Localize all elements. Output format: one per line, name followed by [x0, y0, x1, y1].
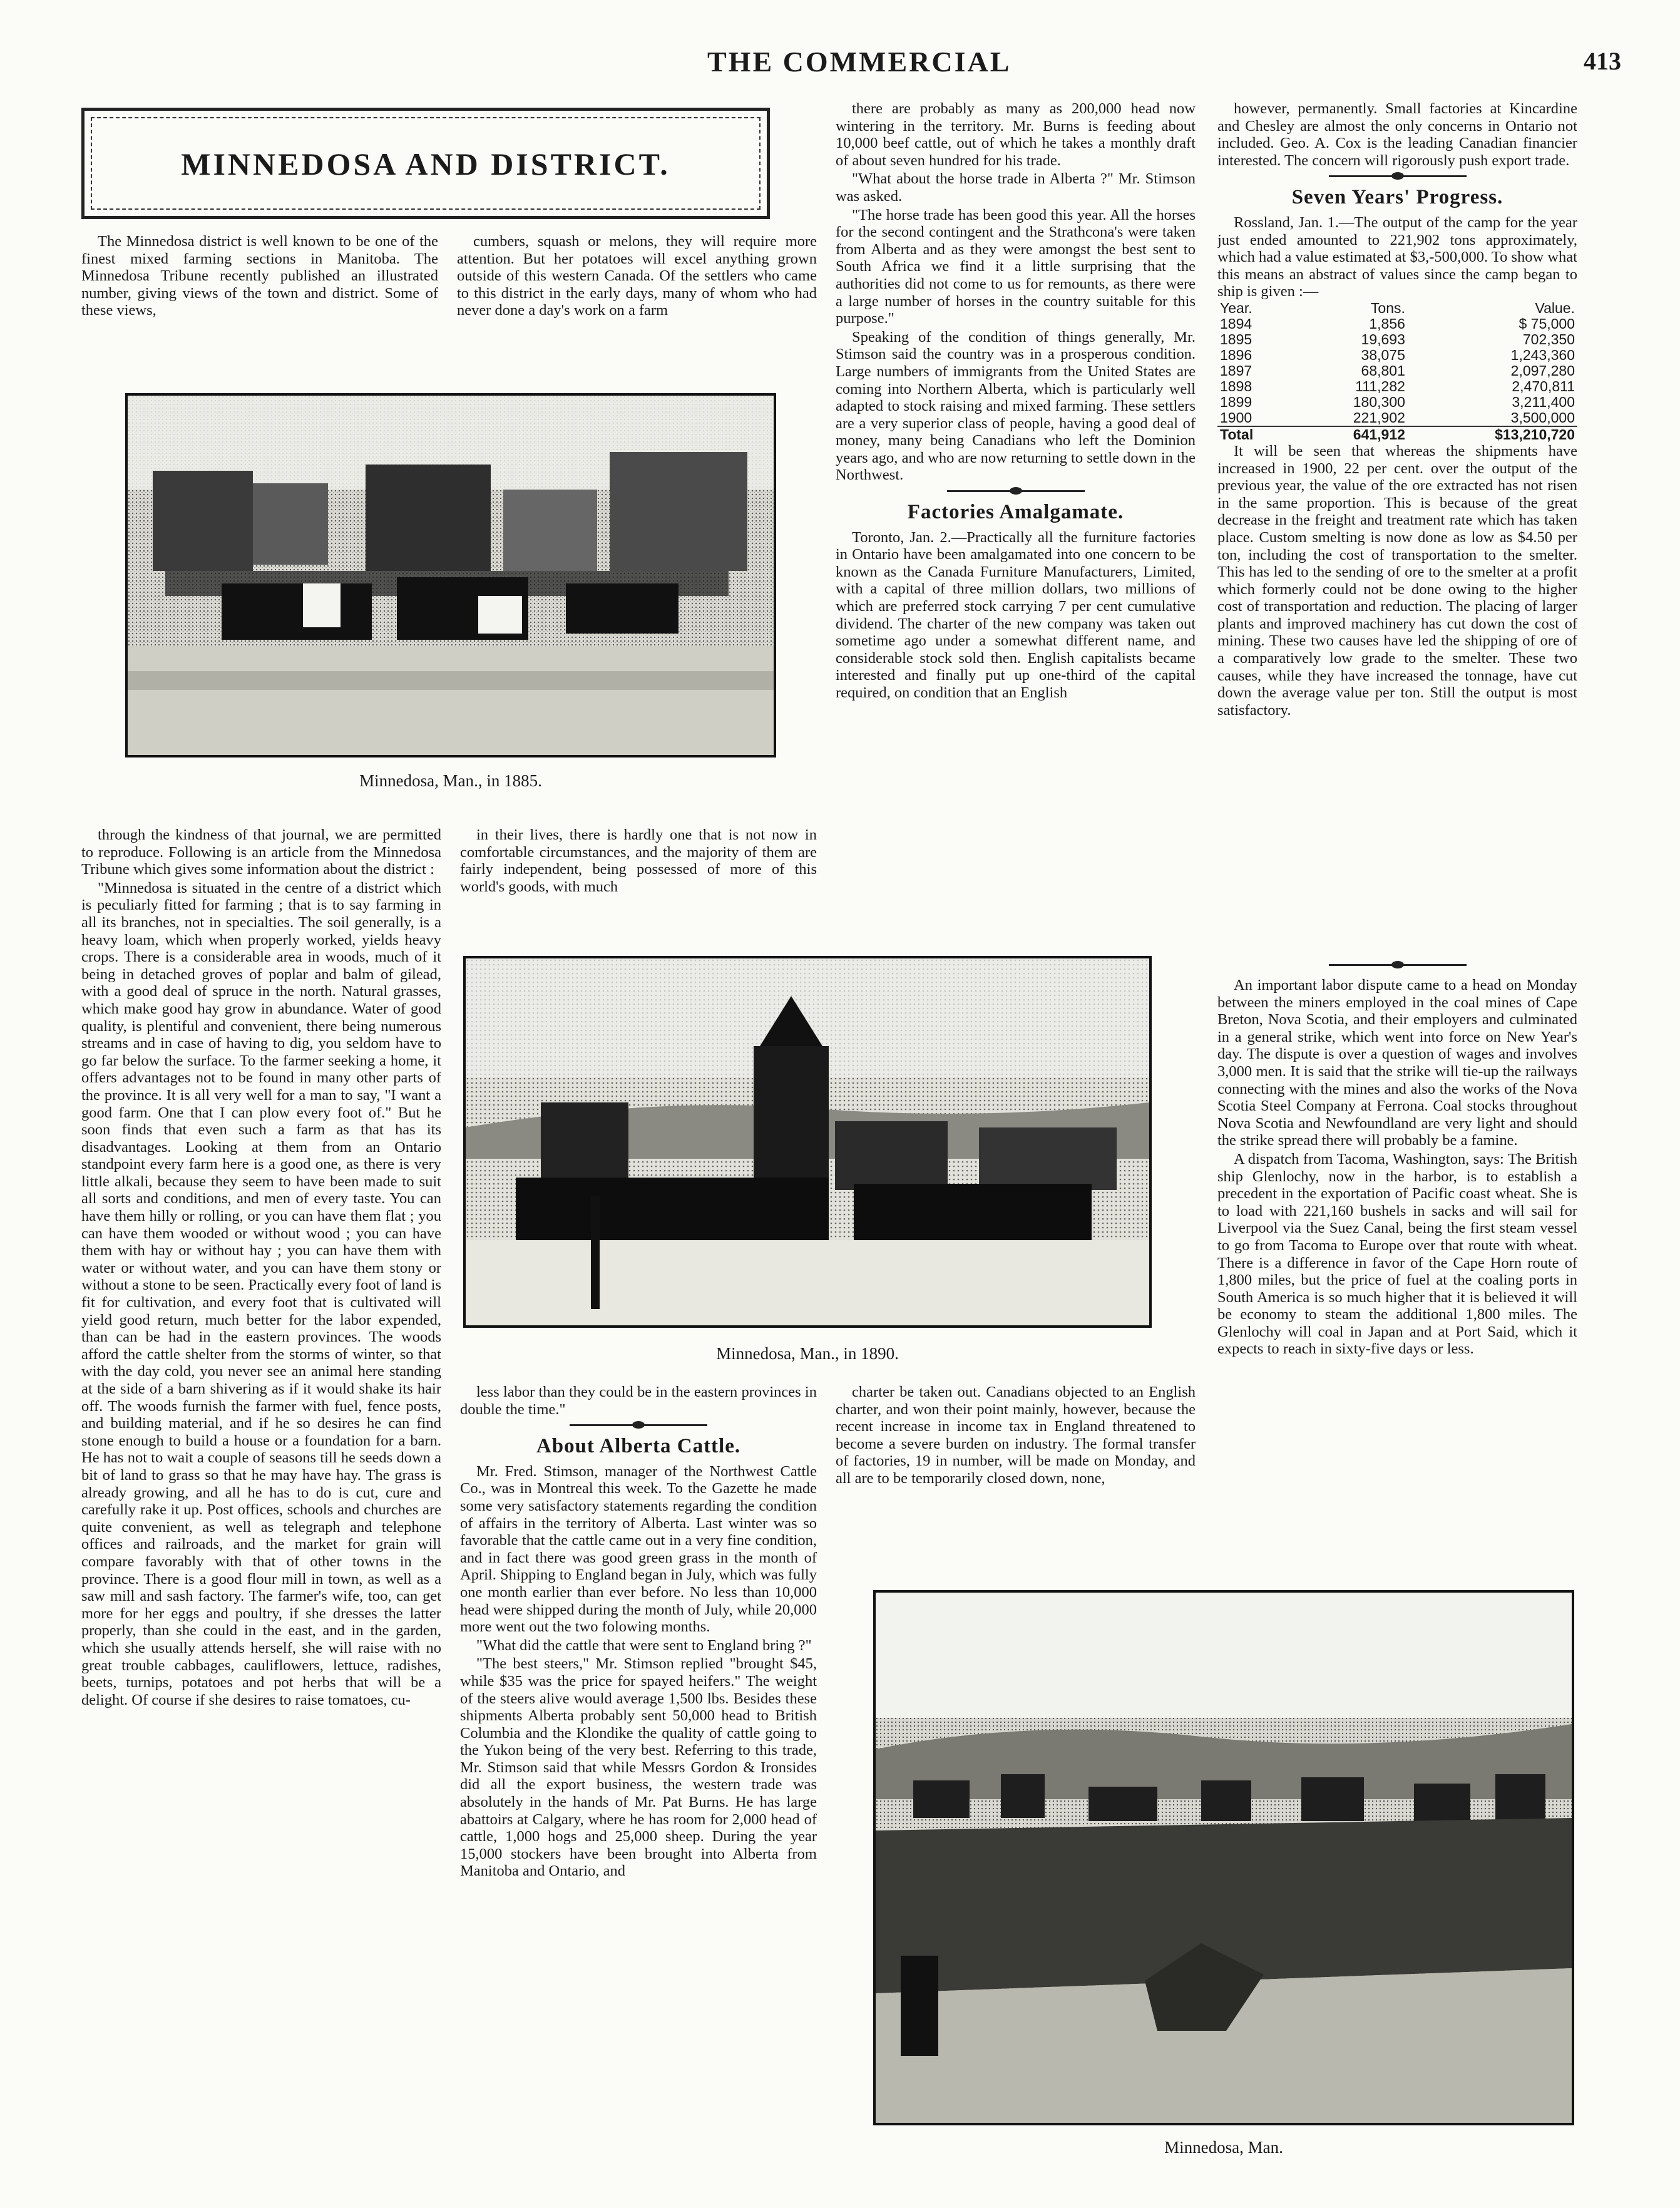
about-paragraph: "The best steers," Mr. Stimson replied "brought $45, while $35 was the price for spayed heifers." The weight of the steers alive would average 1,500 lbs. Besides these shipments Alberta probably sent 50,000 head to British Columbia and the Klondike the quality of cattle going to the Yukon being of the very best. Referring to this trade, Mr. Stimson said that while Messrs Gordon & Ironsides did all the export business, the western trade was absolutely in the hands of Mr. Pat Burns. He has large abattoirs at Calgary, where he has room for 2,000 head of cattle, 1,000 hogs and 25,000 sheep. During the year 15,000 stockers have been brought into Alberta from Manitoba and Ontario, and [460, 1655, 817, 1880]
table-row [1217, 332, 1577, 347]
table-cell: 1900 [1220, 409, 1252, 426]
caption-panorama: Minnedosa, Man. [1164, 2138, 1283, 2157]
table-total-row [1217, 426, 1577, 443]
labor-dispute-paragraph: An important labor dispute came to a head on Monday between the miners employed in the coal mines of Cape Breton, Nova Scotia, and their employers and culminated in a general strike, which went into force on New Year's day. The dispute is over a question of wages and involves 3,000 men. It is said that the strike will tie-up the railways connecting with the mines and also the works of the Nova Scotia Steel Company at Ferrona. Coal stocks throughout Nova Scotia and Newfoundland are very light and should the strike spread there will probably be a famine. [1217, 977, 1577, 1149]
table-row [1217, 316, 1577, 332]
page-number: 413 [1584, 47, 1621, 75]
table-cell: 2,097,280 [1510, 362, 1575, 379]
col4-intro-text: however, permanently. Small factories at Kincardine and Chesley are almost the only concerns in Ontario not included. Geo. A. Cox is the leading Canadian financier interested. The concern will rigorously push export trade. [1217, 100, 1577, 169]
caption-1885: Minnedosa, Man., in 1885. [359, 771, 542, 790]
section-divider [1329, 964, 1467, 970]
table-row [1217, 410, 1577, 426]
tacoma-paragraph: A dispatch from Tacoma, Washington, says: The British ship Glenlochy, now in the harbor, is to establish a precedent in the exportation of Pacific coast wheat. She is to load with 221,160 bushels in sacks and will sail for Liverpool via the Suez Canal, being the first steam vessel to go from Tacoma to Europe over that route with wheat. There is a difference in favor of the Cape Horn route of 1,800 miles, but the price of fuel at the coaling ports in South America is so much higher that it is believed it will be economy to steam the additional 1,800 miles. The Glenlochy will coal in Japan and at Port Said, which it expects to reach in sixty-five days or less. [1217, 1150, 1577, 1358]
col3-paragraph: "What about the horse trade in Alberta ?" Mr. Stimson was asked. [836, 170, 1196, 205]
col1-body [81, 826, 441, 2128]
col4-top [1217, 100, 1577, 952]
table-cell: 1,856 [1369, 315, 1405, 332]
col3-paragraph: there are probably as many as 200,000 head now wintering in the territory. Mr. Burns is feeding about 10,000 beef cattle, out of which he takes a monthly draft of about seven hundred for his trade. [836, 100, 1196, 169]
caption-1890: Minnedosa, Man., in 1890. [716, 1344, 899, 1363]
seven-years-intro: Rossland, Jan. 1.—The output of the camp for the year just ended amounted to 221,902 tons approximately, which had a value estimated at $3,-500,000. To show what this means an abstract of values since the camp began to ship is given :— [1217, 213, 1577, 300]
col2-intro [457, 233, 817, 364]
about-paragraph: "What did the cattle that were sent to England bring ?" [476, 1636, 812, 1654]
table-cell: 68,801 [1361, 362, 1405, 379]
table-cell: 2,470,811 [1512, 377, 1575, 394]
table-cell: 19,693 [1361, 331, 1405, 347]
table-header: Tons. [1370, 299, 1405, 316]
table-row [1217, 347, 1577, 363]
table-cell: 1897 [1220, 362, 1252, 379]
about-paragraph: Mr. Fred. Stimson, manager of the Northwest Cattle Co., was in Montreal this week. To the Gazette he made some very satisfactory statements regarding the condition of affairs in the territory of Alberta. Last winter was so favorable that the cattle came out in a very fine condition, and in fact there was good green grass in the month of April. Shipping to England began in July, which was fully one month earlier than ever before. No less than 10,000 head were shipped during the month of July, while 20,000 more went out the two folowing months. [460, 1462, 817, 1636]
table-header-row [1217, 300, 1577, 316]
col3-paragraph: "The horse trade has been good this year. All the horses for the second contingent and the Strathcona's were taken from Alberta and as they were amongst the best sent to South Africa we find it a little surprising that the authorities did not come to us for remounts, as there were a large number of horses in the country suitable for this purpose." [836, 206, 1196, 327]
table-cell: 1899 [1220, 393, 1252, 410]
table-row [1217, 363, 1577, 379]
table-cell: 3,500,000 [1510, 409, 1575, 426]
table-header: Year. [1220, 299, 1252, 316]
masthead [0, 45, 1680, 89]
table-header: Value. [1535, 299, 1575, 316]
section-divider [570, 1424, 707, 1430]
col1-intro [81, 233, 438, 364]
headline: MINNEDOSA AND DISTRICT. [181, 146, 670, 182]
table-cell: 180,300 [1353, 393, 1405, 410]
col2-mid [460, 826, 817, 914]
table-row [1217, 394, 1577, 410]
col1-paragraph: "Minnedosa is situated in the centre of a district which is peculiarly fitted for farming ; that is to say farming in all its branches, not in specialties. The soil generally, is a heavy loam, which when properly worked, yields heavy crops. There is a considerable area in woods, much of it being in detached groves of poplar and balm of gilead, with a good deal of spruce in the north. Natural grasses, which make good hay grow in abundance. Water of good quality, is plentiful and convenient, there being numerous streams and in case of having to dig, you seldom have to go far below the surface. To the farmer seeking a home, it offers advantages not to be found in many other parts of the province. It is all very well for a man to say, "I want a good farm. One that I can plow every foot of." But he soon finds that even such a farm as that has its disadvantages. Looking at them from an Ontario standpoint every farm here is a good one, as there is very little alkali, because they seem to have been made to suit all sorts and conditions, and men of every taste. You can have them hilly or rolling, or you can have them flat ; you can have them wooded or without wood ; you can have them with hay or without hay ; you can have them with water or without water, and you can have them stony or without a stone to be seen. Practically every foot of land is fit for cultivation, and every foot that is cultivated will yield good return, much better for the labor expended, than can be had in the eastern provinces. The woods afford the cattle shelter from the storms of winter, so that with the day cold, you never see an animal here standing at the side of a barn shivering as if it would shake its hair off. The woods furnish the farmer with fuel, fence posts, and building material, and if he so desires he can find stone enough to build a house or a foundation for a barn. He has not to wait a couple of seasons till he seeds down a bit of land to grass so that he may have hay. The grass is already growing, and all he has to do is cut, cure and carefully rake it up. Post offices, schools and churches are quite convenient, as well as telegraph and telephone offices and railroads, and the market for grain will compare favorably with that of other towns in the province. There is a good flour mill in town, as well as a saw mill and sash factory. The farmer's wife, too, can get more for her eggs and poultry, if she dresses the latter properly, than she could in the east, and in the garden, which she usually attends herself, she will raise with no great trouble cabbages, cauliflowers, lettuce, radishes, beets, turnips, potatoes and pot herbs that will be a delight. Of course if she desires to raise tomatoes, cu- [81, 879, 441, 1708]
table-cell: 1898 [1220, 377, 1252, 394]
col1-intro-text: The Minnedosa district is well known to be one of the finest mixed farming sections in Manitoba. The Minnedosa Tribune recently published an illustrated number, giving views of the town and district. Some of these views, [81, 233, 438, 319]
table-cell: Total [1217, 426, 1294, 443]
table-cell: 1894 [1220, 315, 1252, 332]
col3-top [836, 100, 1196, 939]
table-cell: 1896 [1220, 346, 1252, 363]
table-cell: 3,211,400 [1512, 393, 1575, 410]
table-cell: $ 75,000 [1519, 315, 1575, 332]
table-cell: 702,350 [1522, 331, 1575, 347]
col3-paragraph: Speaking of the condition of things generally, Mr. Stimson said the country was in a prosperous condition. Large numbers of immigrants from the United States are coming into Northern Alberta, which is particularly well adapted to stock raising and mixed farming. These settlers are a very superior class of people, having a good deal of money, many being Canadians who left the Dominion years ago, and who are now returning to settle down in the Northwest. [836, 328, 1196, 484]
table-cell: 641,912 [1294, 426, 1408, 443]
photo-minnedosa-panorama [873, 1590, 1574, 2125]
section-divider [1329, 175, 1467, 182]
col1-paragraph: through the kindness of that journal, we are permitted to reproduce. Following is an article from the Minnedosa Tribune which gives some information about the district : [81, 826, 441, 878]
table-cell: 38,075 [1361, 346, 1405, 363]
table-row [1217, 379, 1577, 394]
factories-heading: Factories Amalgamate. [907, 501, 1124, 524]
production-table [1217, 300, 1577, 443]
col4-low [1217, 958, 1577, 1568]
col2-mid-text: in their lives, there is hardly one that is not now in comfortable circumstances, and the majority of them are fairly independent, being possessed of more of this world's goods, with much [460, 826, 817, 895]
col2-low [460, 1384, 817, 2128]
seven-years-heading: Seven Years' Progress. [1291, 186, 1503, 209]
about-alberta-cattle-heading: About Alberta Cattle. [536, 1435, 741, 1458]
col3-low-text: charter be taken out. Canadians objected to an English charter, and won their point mainly, however, because the recent increase in income tax in England threatened to become a severe burden on industry. The formal transfer of factories, 19 in number, will be made on Monday, and all are to be temporarily closed down, none, [836, 1384, 1196, 1487]
newspaper-title: THE COMMERCIAL [707, 46, 1012, 78]
photo-minnedosa-1885 [125, 393, 776, 757]
section-divider [947, 490, 1085, 496]
table-cell: 111,282 [1355, 377, 1405, 394]
seven-years-body: It will be seen that whereas the shipments have increased in 1900, 22 per cent. over the output of the previous year, the value of the ore extracted has not risen in the same proportion. This is because of the great decrease in the freight and treatment rate which has taken place. Custom smelting is now done as low as $4.50 per ton, including the cost of transportation to the smelter. This has led to the sending of ore to the smelter at a profit which formerly could not be done owing to the higher cost of transportation and reduction. The placing of larger plants and improved machinery has cut down the cost of mining. These two causes have led the shipping of ore of a comparatively low grade to the smelter. These two causes, while they have increased the tonnage, have cut down the average value per ton. Still the output is most satisfactory. [1217, 442, 1577, 719]
table-cell: 1895 [1220, 331, 1252, 347]
table-cell: 1,243,360 [1510, 346, 1575, 363]
col2-low-text: less labor than they could be in the eastern provinces in double the time." [460, 1384, 817, 1418]
col2-intro-text: cumbers, squash or melons, they will require more attention. But her potatoes will excel anything grown outside of this western Canada. Of the settlers who came to this district in the early days, many of whom who had never done a day's work on a farm [457, 233, 817, 319]
headline-box [81, 108, 770, 219]
table-cell: $13,210,720 [1408, 426, 1577, 443]
table-cell: 221,902 [1353, 409, 1405, 426]
col3-low [836, 1384, 1196, 1509]
photo-minnedosa-1890 [463, 956, 1152, 1328]
factories-paragraph: Toronto, Jan. 2.—Practically all the furniture factories in Ontario have been amalgamated into one concern to be known as the Canada Furniture Manufacturers, Limited, with a capital of three million dollars, two millions of which are preferred stock carrying 7 per cent cumulative dividend. The charter of the new company was taken out sometime ago under a somewhat different name, and considerable stock sold then. English capitalists became interested and finally put up one-third of the capital required, on condition that an English [836, 528, 1196, 701]
